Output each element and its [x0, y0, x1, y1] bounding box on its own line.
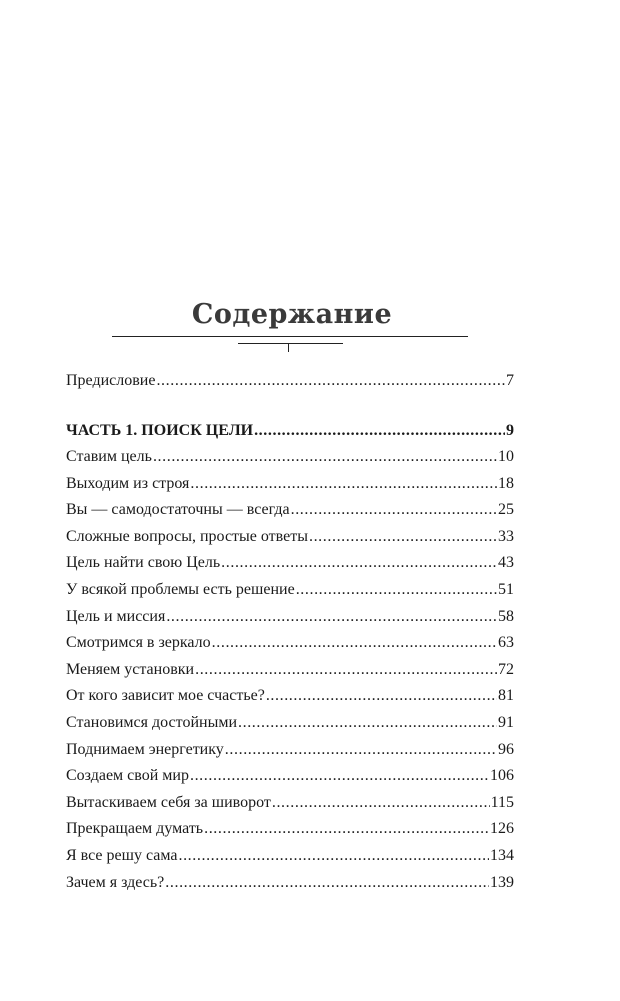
toc-entry[interactable]: [66, 686, 514, 705]
toc-entry-page: 25: [498, 501, 514, 519]
toc-entry[interactable]: [66, 873, 514, 892]
toc-entry-page: 9: [506, 422, 514, 439]
dot-leader: [178, 846, 489, 865]
toc-entry-label: Создаем свой мир: [66, 767, 189, 785]
toc-entry-page: 72: [498, 660, 514, 678]
toc-entry[interactable]: [66, 553, 514, 572]
toc-entry[interactable]: [66, 740, 514, 759]
dot-leader: [190, 766, 489, 785]
toc-entry-page: 10: [498, 448, 514, 465]
dot-leader: [296, 580, 497, 599]
toc-entry[interactable]: [66, 819, 514, 838]
dot-leader: [225, 740, 497, 759]
toc-entry-page: 7: [506, 372, 514, 389]
dot-leader: [291, 500, 497, 519]
toc-entry-page: 51: [498, 580, 514, 598]
toc-entry-label: Цель и миссия: [66, 607, 166, 625]
dot-leader: [212, 633, 497, 652]
toc-entry[interactable]: [66, 607, 514, 626]
toc-entry[interactable]: [66, 580, 514, 599]
toc-chapter-list: [66, 447, 514, 892]
dot-leader: [195, 660, 497, 679]
toc-entry-label: Поднимаем энергетику: [66, 740, 224, 758]
title-rule: [112, 336, 468, 337]
toc-entry[interactable]: [66, 633, 514, 652]
toc-entry-label: Зачем я здесь?: [66, 873, 165, 891]
toc-entry-label: Вы — самодостаточны — всегда: [66, 501, 290, 519]
toc-entry-page: 58: [498, 607, 514, 625]
toc-entry-page: 33: [498, 527, 514, 545]
toc-entry-page: 134: [490, 846, 514, 864]
dot-leader: [266, 686, 497, 705]
toc-entry-page: 106: [490, 767, 514, 785]
toc-entry-page: 115: [490, 793, 514, 811]
toc-entry[interactable]: [66, 527, 514, 546]
toc-entry-label: От кого зависит мое счастье?: [66, 687, 265, 705]
dot-leader: [272, 793, 490, 812]
dot-leader: [166, 607, 497, 626]
toc-entry-page: 91: [498, 713, 514, 731]
toc-entry-label: Предисловие: [66, 372, 156, 389]
toc-entry-page: 43: [498, 554, 514, 572]
toc-entry-preface[interactable]: [66, 371, 514, 390]
toc-entry[interactable]: [66, 474, 514, 493]
title-rule-tick: [288, 343, 289, 352]
toc-entry[interactable]: [66, 713, 514, 732]
toc-entry-label: Вытаскиваем себя за шиворот: [66, 793, 271, 811]
dot-leader: [204, 819, 489, 838]
toc-entry[interactable]: [66, 660, 514, 679]
toc-entry-page: 126: [490, 820, 514, 838]
toc-entry[interactable]: [66, 846, 514, 865]
dot-leader: [190, 474, 497, 493]
dot-leader: [153, 447, 497, 466]
toc-entry-label: Становимся достойными: [66, 713, 237, 731]
table-of-contents: [66, 371, 514, 899]
toc-entry-label: У всякой проблемы есть решение: [66, 580, 295, 598]
toc-entry-label: Смотримся в зеркало: [66, 634, 211, 652]
toc-entry-page: 96: [498, 740, 514, 758]
dot-leader: [309, 527, 497, 546]
toc-entry-label: ЧАСТЬ 1. ПОИСК ЦЕЛИ: [66, 422, 254, 439]
toc-entry-label: Цель найти свою Цель: [66, 554, 221, 572]
dot-leader: [165, 873, 489, 892]
toc-entry-label: Прекращаем думать: [66, 820, 204, 838]
toc-entry-part-1[interactable]: [66, 421, 514, 440]
toc-entry-page: 18: [498, 474, 514, 492]
page-title: Содержание: [191, 299, 393, 330]
toc-entry[interactable]: [66, 766, 514, 785]
toc-entry[interactable]: [66, 500, 514, 519]
toc-entry-label: Я все решу сама: [66, 846, 178, 864]
toc-entry-page: 63: [498, 634, 514, 652]
dot-leader: [156, 371, 505, 390]
toc-entry-label: Ставим цель: [66, 448, 152, 465]
toc-entry-label: Сложные вопросы, простые ответы: [66, 527, 308, 545]
toc-entry-label: Меняем установки: [66, 660, 195, 678]
toc-entry-page: 81: [498, 687, 514, 705]
toc-entry-page: 139: [490, 873, 514, 891]
toc-entry-label: Выходим из строя: [66, 474, 190, 492]
toc-entry[interactable]: [66, 447, 514, 466]
title-subrule: [238, 343, 343, 344]
dot-leader: [254, 421, 505, 440]
toc-entry[interactable]: [66, 793, 514, 812]
dot-leader: [221, 553, 497, 572]
dot-leader: [238, 713, 497, 732]
